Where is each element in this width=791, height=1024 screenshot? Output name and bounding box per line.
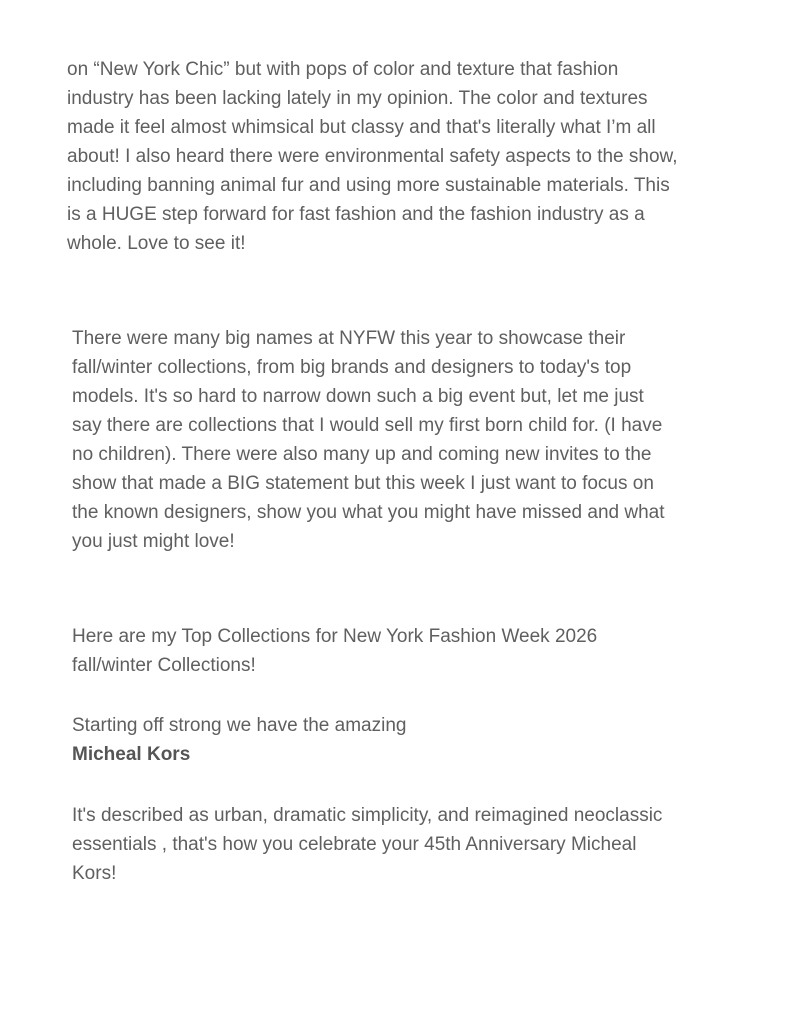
text-line: about! I also heard there were environmental safety aspects to the show, [67, 146, 678, 167]
text-line: industry has been lacking lately in my opinion. The color and textures [67, 88, 648, 109]
text-line: It's described as urban, dramatic simplicity, and reimagined neoclassic [72, 805, 663, 826]
text-line: fall/winter Collections! [72, 655, 256, 676]
text-line: the known designers, show you what you might have missed and what [72, 502, 665, 523]
paragraph-description [72, 801, 662, 888]
text-line: show that made a BIG statement but this week I just want to focus on [72, 473, 654, 494]
intro-line: Starting off strong we have the amazing [72, 715, 407, 736]
text-line: There were many big names at NYFW this year to showcase their [72, 328, 626, 349]
text-line: no children). There were also many up and coming new invites to the [72, 444, 652, 465]
text-line: Kors! [72, 863, 117, 884]
paragraph-top-collections [72, 622, 597, 680]
text-line: you just might love! [72, 531, 235, 552]
text-line: Here are my Top Collections for New York Fashion Week 2026 [72, 626, 598, 647]
text-line: including banning animal fur and using more sustainable materials. This [67, 175, 670, 196]
paragraph-big-names [72, 324, 665, 556]
designer-name: Micheal Kors [72, 744, 191, 765]
text-line: essentials , that's how you celebrate your 45th Anniversary Micheal [72, 834, 637, 855]
text-line: say there are collections that I would sell my first born child for. (I have [72, 415, 663, 436]
paragraph-new-york-chic [67, 55, 677, 258]
text-line: models. It's so hard to narrow down such a big event but, let me just [72, 386, 644, 407]
paragraph-starting-off [72, 711, 406, 769]
text-line: whole. Love to see it! [67, 233, 246, 254]
text-line: made it feel almost whimsical but classy and that's literally what I’m all [67, 117, 656, 138]
text-line: is a HUGE step forward for fast fashion and the fashion industry as a [67, 204, 645, 225]
text-line: fall/winter collections, from big brands and designers to today's top [72, 357, 632, 378]
text-line: on “New York Chic” but with pops of color and texture that fashion [67, 59, 619, 80]
